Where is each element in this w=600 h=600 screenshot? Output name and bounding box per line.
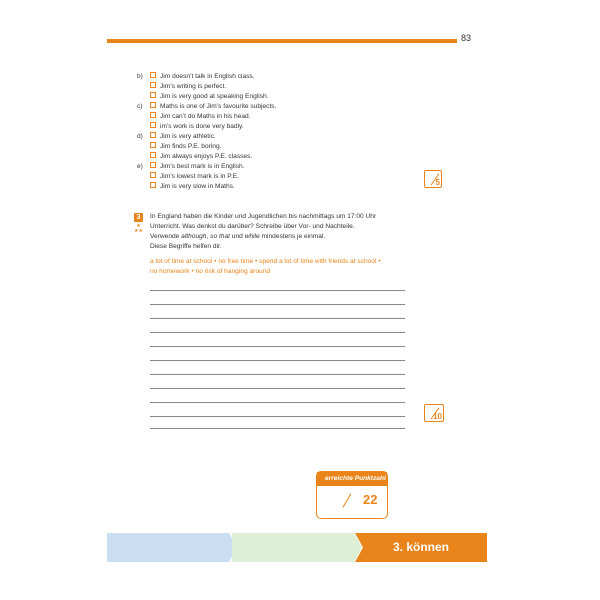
writing-line[interactable] — [150, 304, 405, 305]
writing-line[interactable] — [150, 360, 405, 361]
writing-line[interactable] — [150, 290, 405, 291]
list-item: e) Jim’s best mark is in English. — [137, 163, 245, 170]
progress-step-1 — [107, 533, 237, 562]
writing-line[interactable] — [150, 388, 405, 389]
task-instructions: In England haben die Kinder und Jugendlichen bis nachmittags um 17:00 Uhr Unterricht. Was denkst du darüber? Schreibe über Vor- und Nachteile. Verwende although, so that und while mindestens je einmal. Diese Begriffe helfen dir. — [150, 213, 377, 250]
checkbox[interactable] — [150, 142, 156, 148]
checkbox[interactable] — [150, 152, 156, 158]
list-item: Jim’s writing is perfect. — [150, 82, 226, 92]
checkbox[interactable] — [150, 182, 156, 188]
writing-line[interactable] — [150, 318, 405, 319]
difficulty-stars-icon: ★ ★★ — [134, 223, 143, 234]
list-item: Jim’s lowest mark is in P.E. — [150, 172, 239, 182]
writing-line[interactable] — [150, 402, 405, 403]
checkbox[interactable] — [150, 122, 156, 128]
helper-phrases: a lot of time at school • no free time • spend a lot of time with friends at school • no homework • no risk of hanging around — [150, 258, 381, 275]
writing-line[interactable] — [150, 374, 405, 375]
list-item: Jim is very slow in Maths. — [150, 182, 235, 192]
list-item: Jim is very good at speaking English. — [150, 92, 269, 102]
header-rule — [107, 39, 457, 43]
score-box-10: 10 — [424, 404, 444, 422]
footer-label: 3. können — [393, 540, 450, 554]
writing-line[interactable] — [150, 428, 405, 429]
checkbox[interactable] — [150, 132, 156, 138]
checkbox[interactable] — [150, 72, 156, 78]
task-number-badge: 3 — [134, 213, 143, 222]
score-box-5: 5 — [424, 170, 442, 188]
list-item: Jim always enjoys P.E. classes. — [150, 152, 252, 162]
list-item: im’s work is done very badly. — [150, 122, 244, 132]
list-item: c) Maths is one of Jim’s favourite subjects. — [137, 103, 277, 110]
slash-icon — [342, 493, 351, 508]
checkbox[interactable] — [150, 112, 156, 118]
checkbox[interactable] — [150, 102, 156, 108]
writing-line[interactable] — [150, 416, 405, 417]
total-score-box: erreichte Punktzahl 22 — [316, 471, 388, 519]
list-item: Jim finds P.E. boring. — [150, 142, 221, 152]
checkbox[interactable] — [150, 92, 156, 98]
writing-line[interactable] — [150, 346, 405, 347]
list-item: Jim can’t do Maths in his head. — [150, 112, 251, 122]
progress-step-2 — [232, 533, 362, 562]
checkbox[interactable] — [150, 82, 156, 88]
checkbox[interactable] — [150, 172, 156, 178]
writing-line[interactable] — [150, 332, 405, 333]
checkbox[interactable] — [150, 162, 156, 168]
list-item: d) Jim is very athletic. — [137, 133, 216, 140]
page-number: 83 — [461, 33, 472, 43]
list-item: b) Jim doesn’t talk in English class. — [137, 73, 255, 80]
